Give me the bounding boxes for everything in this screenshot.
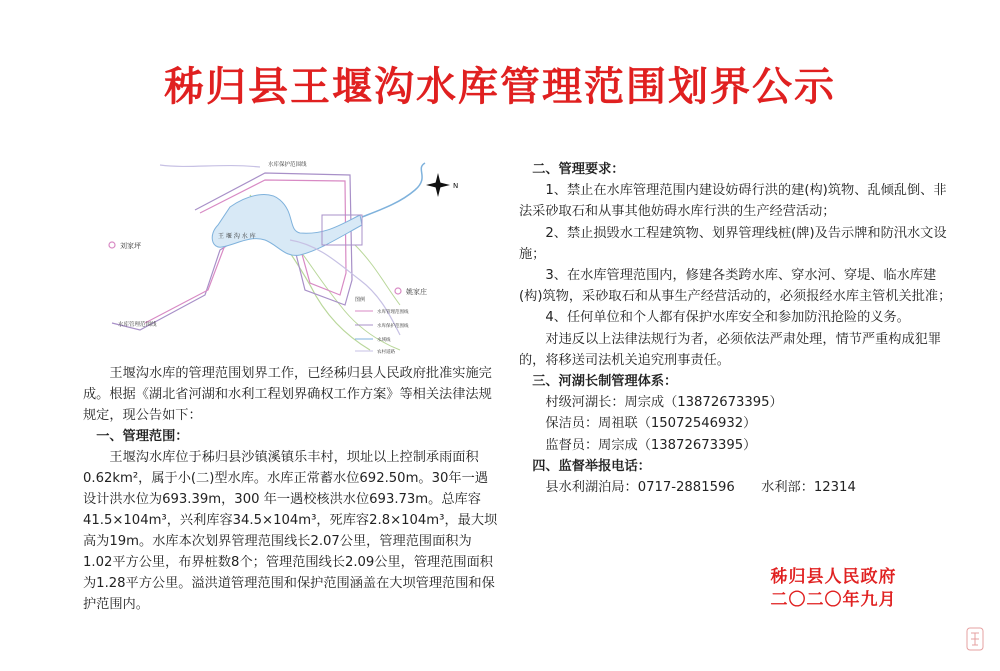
section1-body: 王堰沟水库位于秭归县沙镇溪镇乐丰村，坝址以上控制承雨面积0.62km²，属于小(二)型水库。水库正常蓄水位692.50m。30年一遇设计洪水位为693.39m，300 年一遇校核洪水位693.73m。总库容41.5×104m³，兴利库容34.5×104m³，死库容2.8×104m³，最大坝高为19m。水库本次划界管理范围线长2.07公里，管理范围面积为1.02平方公里，布界桩数8个；管理范围线长2.09公里，管理范围面积为1.28平方公里。溢洪道管理范围和保护范围涵盖在大坝管理范围和保护范围内。	[83, 450, 498, 612]
north-label: N	[453, 182, 459, 190]
report-phones: 县水利湖泊局：0717-2881596 水利部：12314	[545, 480, 856, 496]
terrain-line	[355, 245, 400, 305]
intro-paragraph: 王堰沟水库的管理范围划界工作，已经秭归县人民政府批准实施完成。根据《湖北省河湖和水利工程划界确权工作方案》等相关法律法规规定，现公告如下：	[83, 366, 492, 423]
seal-icon	[965, 626, 985, 652]
legend-title: 图例	[355, 297, 366, 303]
water-body	[212, 195, 362, 256]
supervisor: 监督员：周宗成（13872673395）	[545, 437, 757, 453]
river-chief: 村级河湖长：周宗成（13872673395）	[545, 395, 783, 411]
road-line	[160, 165, 400, 335]
signature-org: 秭归县人民政府	[770, 567, 897, 587]
compass-icon	[426, 173, 458, 197]
requirement-2: 2、禁止损毁水工程建筑物、划界管理线桩(牌)及告示牌和防汛水文设施；	[519, 225, 947, 262]
left-column	[83, 363, 498, 615]
map-village-liujiaping: 刘家坪	[120, 242, 141, 250]
section1-title: 一、管理范围：	[96, 429, 189, 444]
map-village-yaojiazhuang: 姚家庄	[406, 288, 427, 296]
legend-item: 水域线	[377, 338, 391, 343]
right-column	[519, 159, 959, 498]
section3-title: 三、河湖长制管理体系：	[532, 374, 678, 390]
map-label-protect-line: 水库保护范围线	[268, 162, 307, 168]
requirement-1: 1、禁止在水库管理范围内建设妨碍行洪的建(构)筑物、乱倾乱倒、非法采砂取石和从事其他妨碍水库行洪的生产经营活动；	[519, 183, 947, 220]
section4-title: 四、监督举报电话：	[532, 458, 651, 474]
legend-item: 农村道路	[377, 350, 395, 355]
signature-date: 二〇二〇年九月	[770, 590, 897, 610]
requirement-3: 3、在水库管理范围内，修建各类跨水库、穿水河、穿堤、临水库建(构)筑物，采砂取石和从事生产经营活动的，必须报经水库主管机关批准；	[519, 268, 952, 305]
stream-line	[362, 163, 425, 217]
village-marker	[109, 242, 115, 248]
page-title: 秭归县王堰沟水库管理范围划界公示	[164, 64, 836, 110]
requirement-4: 4、任何单位和个人都有保护水库安全和参加防汛抢险的义务。	[545, 310, 910, 326]
map-label-manage-line: 水库管理范围线	[118, 322, 157, 328]
village-marker	[395, 288, 401, 294]
penalty-paragraph: 对违反以上法律法规行为者，必须依法严肃处理，情节严重构成犯罪的，将移送司法机关追究刑事责任。	[519, 331, 942, 368]
signature-block	[746, 566, 921, 612]
reservoir-map	[100, 155, 495, 355]
cleaner: 保洁员：周祖联（15072546932）	[545, 416, 757, 432]
map-drawing	[100, 155, 495, 355]
legend-item: 水库管理范围线	[377, 310, 409, 315]
map-label-reservoir: 王 堰 沟 水 库	[218, 233, 256, 240]
section2-title: 二、管理要求：	[532, 162, 625, 177]
legend-item: 水库保护范围线	[377, 324, 409, 329]
